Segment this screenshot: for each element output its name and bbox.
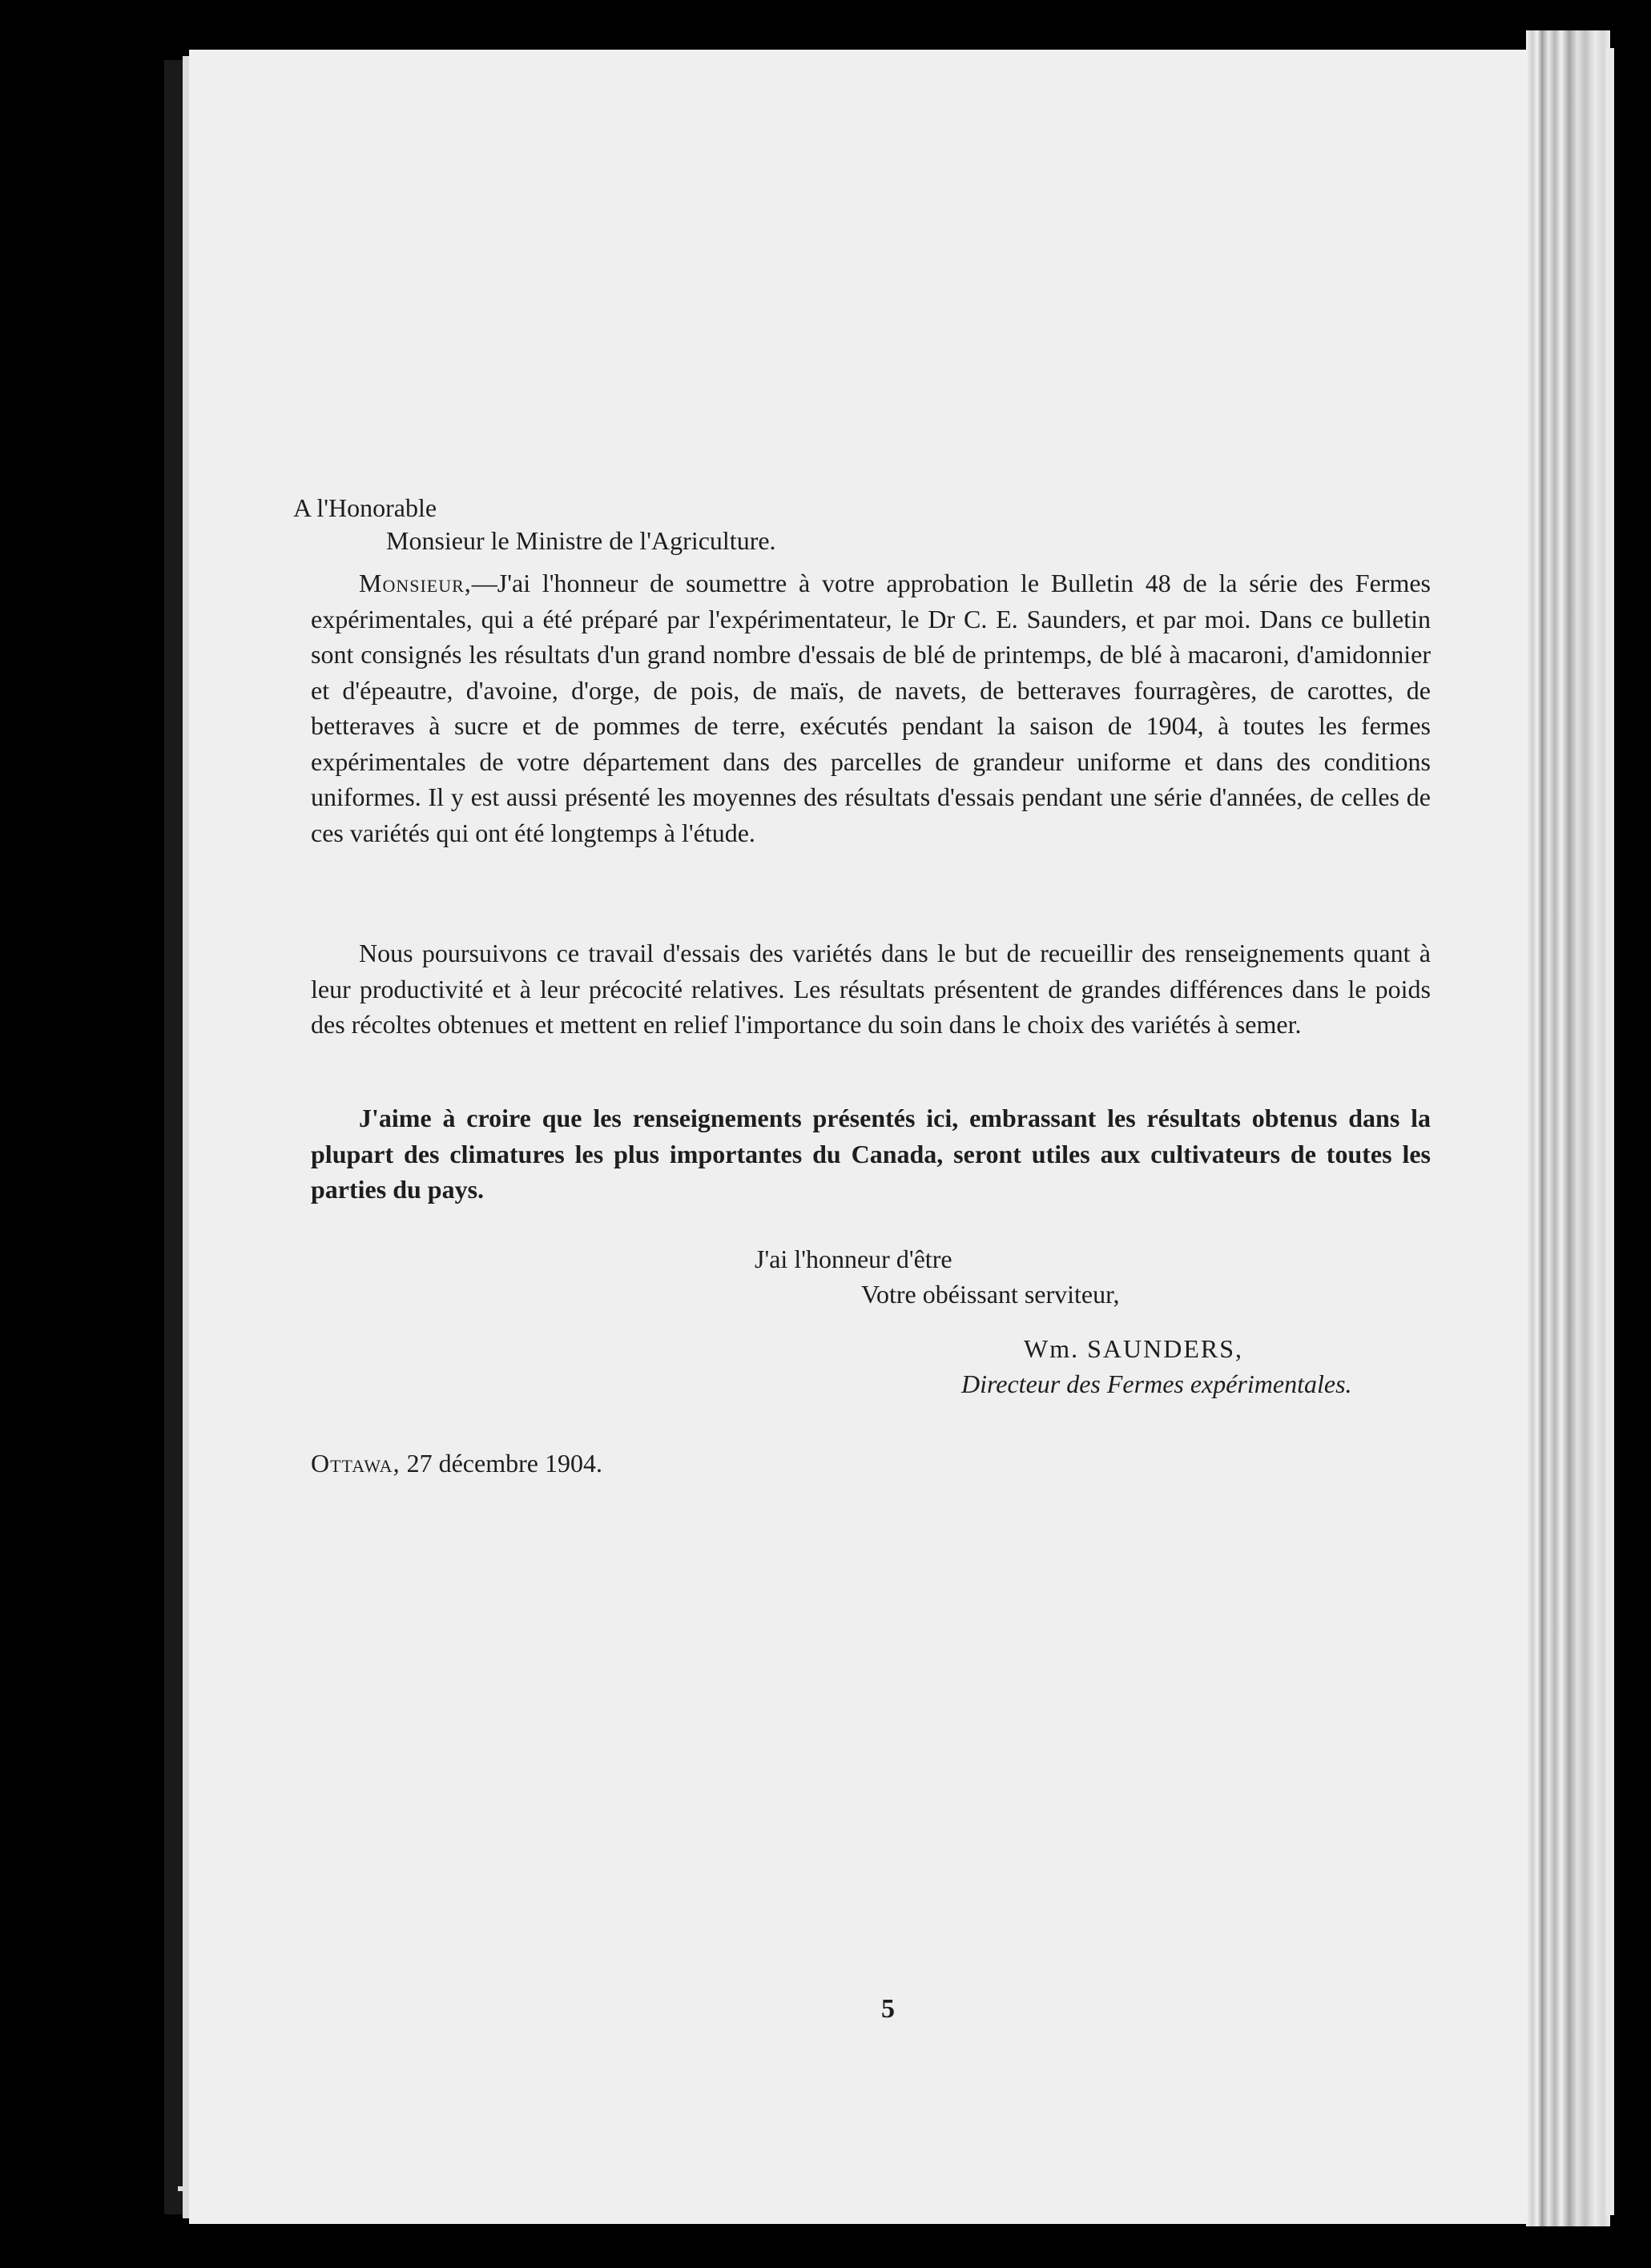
place: Ottawa, — [311, 1449, 401, 1478]
place-and-date — [311, 1446, 602, 1481]
paragraph-1 — [311, 565, 1431, 850]
page-number: 5 — [881, 1994, 895, 2024]
signature-title: Directeur des Fermes expérimentales. — [961, 1369, 1352, 1398]
paragraph-1-lead: Monsieur, — [359, 569, 472, 597]
signature-name: Wm. SAUNDERS, — [1024, 1334, 1244, 1363]
salutation-line-1: A l'Honorable — [293, 493, 437, 522]
date: 27 décembre 1904. — [406, 1449, 602, 1478]
closing-line-2: Votre obéissant serviteur, — [861, 1280, 1120, 1309]
page-stack-edges — [1526, 30, 1610, 2226]
scan-speck — [178, 2186, 183, 2191]
paragraph-3: J'aime à croire que les renseignements présentés ici, embrassant les résultats obtenus dans la plupart des climatures les plus importantes du Canada, seront utiles aux cultivateurs de toutes les parties du pays. — [311, 1104, 1431, 1204]
paragraph-2: Nous poursuivons ce travail d'essais des variétés dans le but de recueillir des renseignements quant à leur productivité et à leur précocité relatives. Les résultats présentent de grandes différences dans le poids des récoltes obtenues et mettent en relief l'importance du soin dans le choix des variétés à semer. — [311, 939, 1431, 1039]
right-page-edge — [1606, 48, 1614, 2215]
salutation-line-2: Monsieur le Ministre de l'Agriculture. — [386, 526, 776, 555]
closing-line-1: J'ai l'honneur d'être — [755, 1245, 952, 1273]
paragraph-1-body: —J'ai l'honneur de soumettre à votre approbation le Bulletin 48 de la série des Fermes expérimentales, qui a été préparé par l'expérimentateur, le Dr C. E. Saunders, et par moi. Dans ce bulletin sont consignés les résultats d'un grand nombre d'essais de blé de printemps, de blé à macaroni, d'amidonnier et d'épeautre, d'avoine, d'orge, de pois, de maïs, de navets, de betteraves fourragères, de carottes, de betteraves à sucre et de pommes de terre, exécutés pendant la saison de 1904, à toutes les fermes expérimentales de votre département dans des parcelles de grandeur uniforme et dans des conditions uniformes. Il y est aussi présenté les moyennes des résultats d'essais pendant une série d'années, de celles de ces variétés qui ont été longtemps à l'étude. — [311, 569, 1431, 847]
